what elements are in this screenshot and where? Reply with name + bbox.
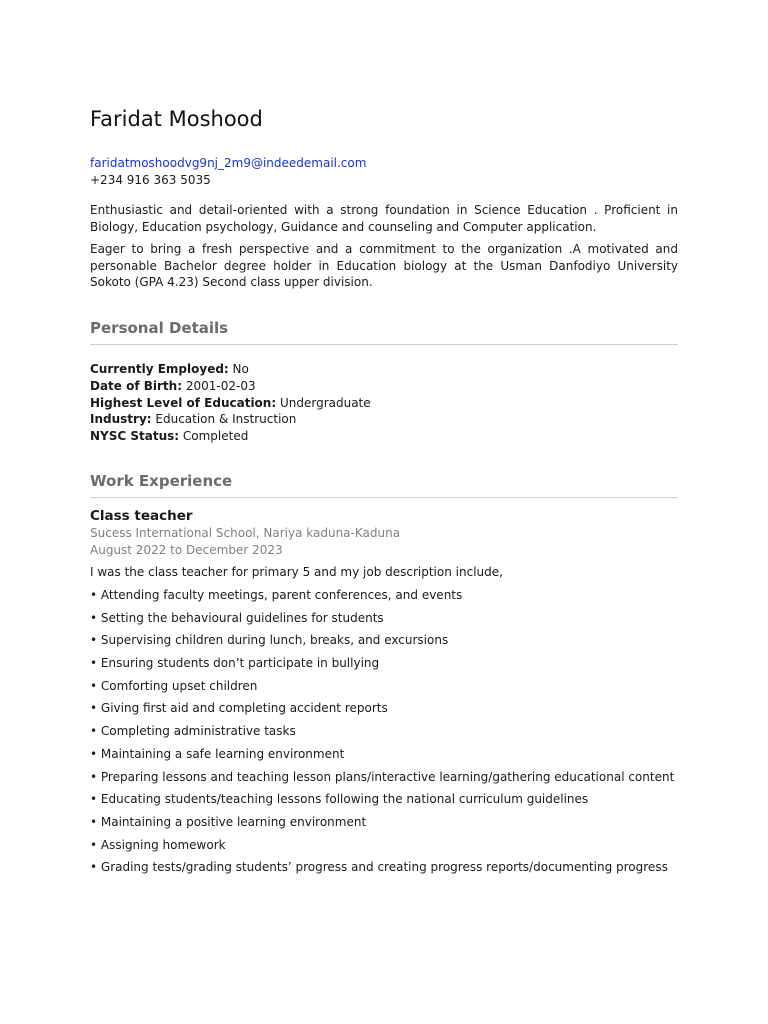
personal-details-list [90, 361, 371, 445]
candidate-name: Faridat Moshood [90, 107, 263, 131]
job-dates: August 2022 to December 2023 [90, 543, 283, 557]
list-item: • Maintaining a safe learning environment [90, 746, 345, 761]
detail-value: Undergraduate [279, 395, 371, 410]
list-item: • Giving first aid and completing accident reports [90, 701, 388, 716]
detail-value: 2001-02-03 [185, 378, 256, 393]
list-item: • Maintaining a positive learning environment [90, 814, 367, 829]
detail-row [90, 411, 371, 428]
list-item: • Attending faculty meetings, parent conferences, and events [90, 588, 463, 602]
job-description-intro: I was the class teacher for primary 5 and my job description include, [90, 565, 503, 579]
detail-value: No [232, 362, 249, 376]
list-item: • Supervising children during lunch, breaks, and excursions [90, 633, 449, 648]
list-item: • Ensuring students don’t participate in bullying [90, 656, 380, 671]
email-link[interactable]: faridatmoshoodvg9nj_2m9@indeedemail.com [90, 156, 367, 170]
detail-label: Industry: [90, 412, 152, 427]
list-item: • Comforting upset children [90, 678, 258, 693]
job-company: Sucess International School, Nariya kaduna-Kaduna [90, 526, 401, 540]
list-item: • Assigning homework [90, 837, 226, 852]
phone-number: +234 916 363 5035 [90, 173, 211, 187]
list-item: • Grading tests/grading students’ progress and creating progress reports/documenting progress [90, 860, 668, 875]
detail-row [90, 428, 371, 445]
job-title: Class teacher [90, 508, 193, 524]
list-item: • Setting the behavioural guidelines for students [90, 610, 384, 625]
summary-paragraph: Enthusiastic and detail-oriented with a strong foundation in Science Education . Proficient in Biology, Education psychology, Guidance and counseling and Computer application. [90, 203, 678, 234]
personal-details-heading: Personal Details [90, 319, 678, 345]
detail-value: Completed [182, 429, 249, 444]
detail-row [90, 361, 371, 378]
detail-value: Education & Instruction [155, 412, 297, 427]
detail-row [90, 378, 371, 395]
detail-label: Currently Employed: [90, 362, 229, 376]
summary-paragraph: Eager to bring a fresh perspective and a commitment to the organization .A motivated and personable Bachelor degree holder in Education biology at the Usman Danfodiyo University Sokoto (GPA 4.23) Second class upper division. [90, 242, 678, 290]
detail-label: NYSC Status: [90, 429, 180, 444]
list-item: • Preparing lessons and teaching lesson plans/interactive learning/gathering educational content [90, 769, 675, 784]
list-item: • Educating students/teaching lessons following the national curriculum guidelines [90, 792, 589, 807]
job-duties-list [90, 587, 674, 882]
detail-row [90, 395, 371, 412]
detail-label: Date of Birth: [90, 378, 183, 393]
list-item: • Completing administrative tasks [90, 724, 296, 739]
work-experience-heading: Work Experience [90, 472, 678, 498]
detail-label: Highest Level of Education: [90, 395, 277, 410]
